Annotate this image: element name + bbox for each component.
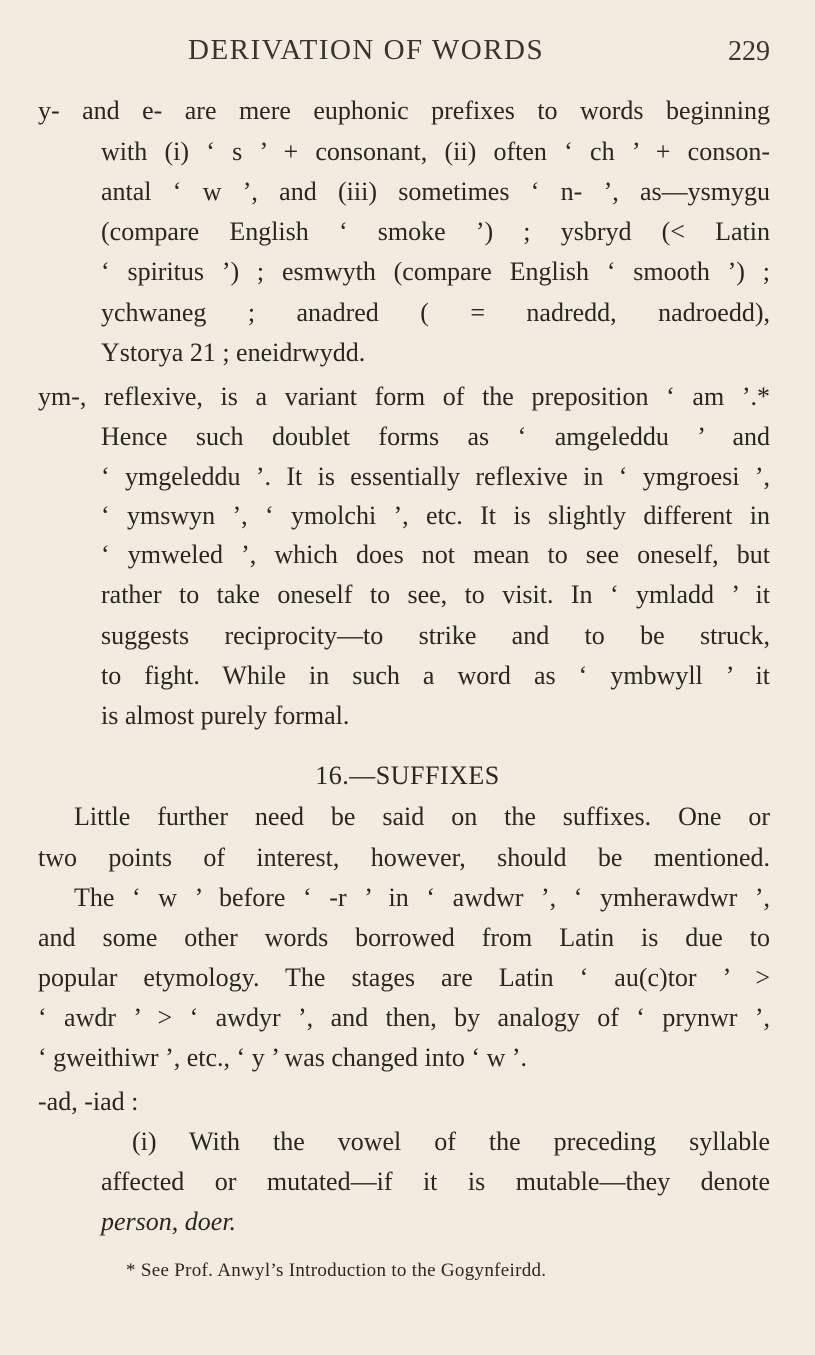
text-line: popular etymology. The stages are Latin ‘ au(c)tor ’ > [38, 963, 770, 992]
text-line: with (i) ‘ s ’ + consonant, (ii) often ‘ ch ’ + conson- [101, 137, 770, 166]
text-line: Little further need be said on the suffixes. One or [74, 802, 770, 831]
running-title: DERIVATION OF WORDS [188, 34, 545, 66]
text-line: antal ‘ w ’, and (iii) sometimes ‘ n- ’, as—ysmygu [101, 177, 770, 206]
text-line: person, doer. [101, 1207, 237, 1236]
text-line: The ‘ w ’ before ‘ -r ’ in ‘ awdwr ’, ‘ ymherawdwr ’, [74, 883, 770, 912]
text-line: ‘ spiritus ’) ; esmwyth (compare English ‘ smooth ’) ; [101, 257, 770, 286]
text-line: ‘ ymgeleddu ’. It is essentially reflexive in ‘ ymgroesi ’, [101, 462, 770, 491]
text-line: ychwaneg ; anadred ( = nadredd, nadroedd), [101, 298, 770, 327]
footnote: * See Prof. Anwyl’s Introduction to the Gogynfeirdd. [126, 1260, 547, 1281]
text-line: ‘ awdr ’ > ‘ awdyr ’, and then, by analogy of ‘ prynwr ’, [38, 1003, 770, 1032]
text-line: ‘ ymswyn ’, ‘ ymolchi ’, etc. It is slightly different in [101, 501, 770, 530]
text-line: is almost purely formal. [101, 701, 350, 730]
section-heading: 16.—SUFFIXES [315, 761, 500, 790]
text-line: and some other words borrowed from Latin is due to [38, 923, 770, 952]
text-line: Ystorya 21 ; eneidrwydd. [101, 338, 366, 367]
text-line: to fight. While in such a word as ‘ ymbwyll ’ it [101, 661, 770, 690]
text-line: two points of interest, however, should be mentioned. [38, 843, 770, 872]
text-line: suggests reciprocity—to strike and to be struck, [101, 621, 770, 650]
page-number: 229 [728, 36, 770, 67]
text-line: Hence such doublet forms as ‘ amgeleddu ’ and [101, 422, 770, 451]
text-line: (i) With the vowel of the preceding syllable [132, 1127, 770, 1156]
text-line: ‘ gweithiwr ’, etc., ‘ y ’ was changed into ‘ w ’. [38, 1043, 528, 1072]
running-head [0, 34, 815, 74]
text-line: (compare English ‘ smoke ’) ; ysbryd (< Latin [101, 217, 770, 246]
text-line: ym-, reflexive, is a variant form of the preposition ‘ am ’.* [38, 382, 770, 411]
text-line: y- and e- are mere euphonic prefixes to words beginning [38, 96, 770, 125]
text-line: ‘ ymweled ’, which does not mean to see oneself, but [101, 540, 770, 569]
text-line: affected or mutated—if it is mutable—they denote [101, 1167, 770, 1196]
text-line: rather to take oneself to see, to visit. In ‘ ymladd ’ it [101, 580, 770, 609]
entry-head: -ad, -iad : [38, 1087, 139, 1116]
